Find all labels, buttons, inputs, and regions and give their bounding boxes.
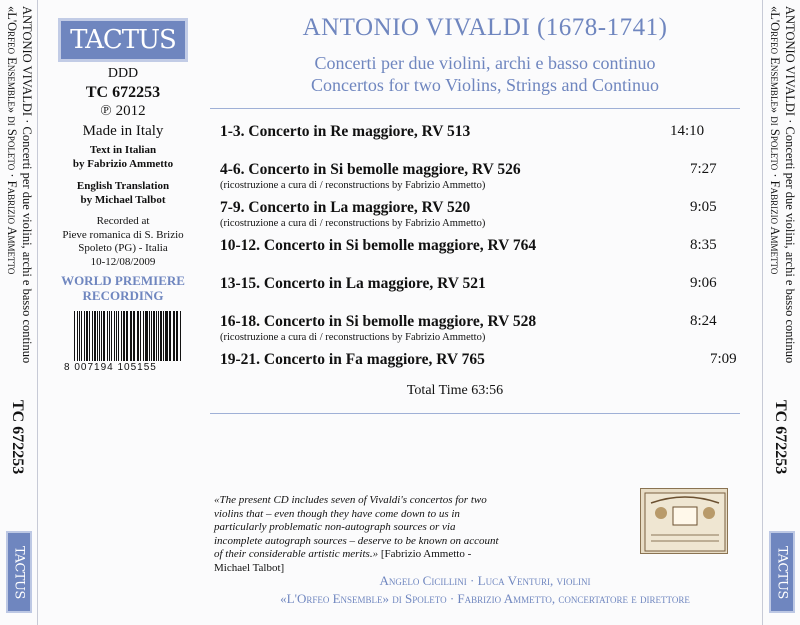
track-title: 13-15. Concerto in La maggiore, RV 521	[220, 275, 486, 292]
composer-heading: ANTONIO VIVALDI (1678-1741)	[302, 14, 668, 41]
track-row	[220, 123, 760, 141]
track-duration: 14:10	[670, 123, 705, 139]
track-row	[220, 199, 760, 229]
divider	[210, 108, 740, 109]
track-title: 19-21. Concerto in Fa maggiore, RV 765	[220, 351, 485, 368]
track-note: (ricostruzione a cura di / reconstructions by Fabrizio Ammetto)	[220, 180, 486, 191]
performer-credits	[210, 572, 760, 608]
info-column	[38, 0, 208, 373]
world-premiere-label: WORLD PREMIERE RECORDING	[61, 273, 185, 303]
recording-info: Recorded at Pieve romanica di S. Brizio Spoleto (PG) - Italia 10-12/08/2009	[62, 215, 184, 268]
spine-composer: ANTONIO VIVALDI	[783, 6, 797, 117]
text-credit: Text in Italian by Fabrizio Ammetto	[72, 144, 174, 170]
track-duration: 7:09	[710, 351, 737, 367]
barcode	[64, 311, 182, 373]
track-note: (ricostruzione a cura di / reconstructions by Fabrizio Ammetto)	[220, 218, 486, 229]
divider	[210, 413, 740, 414]
track-row	[220, 313, 760, 343]
tactus-logo: TACTUS	[58, 18, 188, 62]
track-title: 10-12. Concerto in Si bemolle maggiore, RV 764	[220, 237, 537, 254]
track-duration: 9:05	[690, 199, 717, 215]
track-duration: 7:27	[690, 161, 717, 177]
spine-logo: TACTUS	[769, 531, 795, 613]
main-panel	[210, 0, 760, 606]
catalog-code: TC 672253	[85, 84, 161, 101]
spine-text	[4, 6, 34, 363]
track-note: (ricostruzione a cura di / reconstructions by Fabrizio Ammetto)	[220, 332, 486, 343]
left-spine	[0, 0, 38, 625]
credits-violinists: Angelo Cicillini · Luca Venturi, violini	[379, 573, 591, 588]
spine-text	[767, 6, 797, 363]
copyright-year: ℗ 2012	[100, 103, 146, 119]
spine-catalog-code: TC 672253	[9, 400, 26, 475]
ddd-label: DDD	[107, 66, 139, 81]
subtitle-english: Concertos for two Violins, Strings and Continuo	[310, 75, 660, 95]
spine-logo: TACTUS	[6, 531, 32, 613]
spine-composer: ANTONIO VIVALDI	[20, 6, 34, 117]
track-duration: 8:24	[690, 313, 717, 329]
spine-title: · Concerti per due violini, archi e basso continuo	[783, 116, 797, 364]
track-title: 1-3. Concerto in Re maggiore, RV 513	[220, 123, 471, 140]
track-duration: 8:35	[690, 237, 717, 253]
spine-performers: «L'Orfeo Ensemble» di Spoleto · Fabrizio Ammetto	[5, 6, 19, 275]
barcode-number: 8 007194 105155	[64, 362, 157, 373]
translation-credit: English Translation by Michael Talbot	[76, 180, 170, 206]
spine-performers: «L'Orfeo Ensemble» di Spoleto · Fabrizio Ammetto	[768, 6, 782, 275]
track-row	[220, 351, 760, 369]
track-row	[220, 237, 760, 255]
subtitle-italian: Concerti per due violini, archi e basso continuo	[314, 53, 656, 73]
track-row	[220, 275, 760, 293]
spine-title: · Concerti per due violini, archi e basso continuo	[20, 116, 34, 364]
total-time: Total Time 63:56	[406, 383, 504, 398]
engraving-image	[640, 488, 728, 554]
track-row	[220, 161, 760, 191]
album-subtitle	[210, 52, 760, 96]
track-title: 4-6. Concerto in Si bemolle maggiore, RV 526	[220, 161, 521, 178]
track-list	[210, 123, 760, 369]
track-title: 16-18. Concerto in Si bemolle maggiore, RV 528	[220, 313, 537, 330]
quote: «The present CD includes seven of Vivaldi's concertos for two violins that – even though they have come down to us in particularly problematic non-autograph sources or via incomplete autograph sources – deserve to be known on account of their considerable artistic merits.» [Fabrizio Ammetto - Michael Talbot]	[214, 494, 499, 574]
made-in: Made in Italy	[82, 123, 164, 139]
track-duration: 9:06	[690, 275, 717, 291]
spine-catalog-code: TC 672253	[772, 400, 789, 475]
right-spine	[762, 0, 800, 625]
credits-ensemble: «L'Orfeo Ensemble» di Spoleto · Fabrizio Ammetto, concertatore e direttore	[280, 591, 690, 606]
barcode-bars	[74, 311, 182, 361]
track-title: 7-9. Concerto in La maggiore, RV 520	[220, 199, 471, 216]
